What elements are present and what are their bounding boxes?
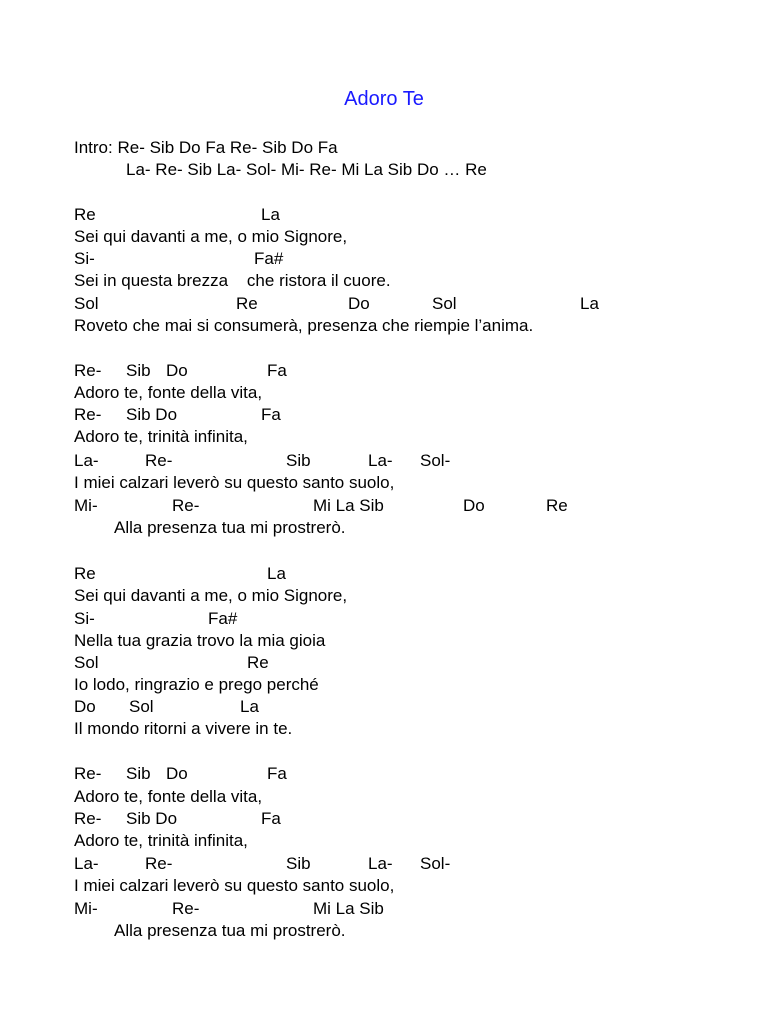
chord: La-	[74, 451, 99, 470]
lyric-line: Adoro te, fonte della vita,	[74, 787, 263, 806]
chord: Mi-	[74, 496, 98, 515]
chord: Sib	[126, 764, 151, 783]
chord: Sol	[74, 294, 99, 313]
chord: Re-	[74, 764, 102, 783]
lyric-line: Alla presenza tua mi prostrerò.	[114, 518, 346, 537]
chord: Re-	[145, 451, 173, 470]
chord: Fa	[267, 764, 287, 783]
chord: Re-	[145, 854, 173, 873]
chord: Si-	[74, 249, 95, 268]
chord: Sol	[129, 697, 154, 716]
lyric-line: Alla presenza tua mi prostrerò.	[114, 921, 346, 940]
chord: Mi La Sib	[313, 496, 384, 515]
chord: Sib Do	[126, 809, 178, 828]
chord: La-	[368, 854, 393, 873]
intro-line-1: Intro: Re- Sib Do Fa Re- Sib Do Fa	[74, 138, 338, 157]
chord: Re-	[172, 899, 200, 918]
chord: Sib	[286, 854, 311, 873]
chord: Do	[74, 697, 96, 716]
lyric-line: Adoro te, fonte della vita,	[74, 383, 263, 402]
intro-line-2: La- Re- Sib La- Sol- Mi- Re- Mi La Sib Do … Re	[126, 160, 487, 179]
chord: La-	[368, 451, 393, 470]
chord: Sol	[74, 653, 99, 672]
lyric-line: I miei calzari leverò su questo santo suolo,	[74, 876, 395, 895]
chord: Fa	[261, 405, 281, 424]
lyric-line: Sei in questa brezza che ristora il cuore.	[74, 271, 391, 290]
chord: Mi-	[74, 899, 98, 918]
song-title: Adoro Te	[344, 88, 424, 110]
chord: Sol	[432, 294, 457, 313]
chord: Re	[74, 564, 96, 583]
chord: Sib	[126, 361, 151, 380]
lyric-line: Roveto che mai si consumerà, presenza che riempie l’anima.	[74, 316, 534, 335]
chord: Fa	[267, 361, 287, 380]
lyric-line: Adoro te, trinità infinita,	[74, 427, 248, 446]
lyric-line: I miei calzari leverò su questo santo suolo,	[74, 473, 395, 492]
chord: Sib Do	[126, 405, 178, 424]
chord: La	[580, 294, 599, 313]
chord: Do	[348, 294, 370, 313]
chord: Re-	[74, 405, 102, 424]
chord: Fa	[261, 809, 281, 828]
lyric-line: Nella tua grazia trovo la mia gioia	[74, 631, 326, 650]
chord: Sib	[286, 451, 311, 470]
chord: Do	[166, 764, 188, 783]
chord: Si-	[74, 609, 95, 628]
chord: La	[267, 564, 286, 583]
chord: Re	[546, 496, 568, 515]
lyric-line: Sei qui davanti a me, o mio Signore,	[74, 586, 348, 605]
chord: La	[240, 697, 259, 716]
chord: Do	[166, 361, 188, 380]
chord: Re	[236, 294, 258, 313]
chord: Re-	[172, 496, 200, 515]
lyric-line: Adoro te, trinità infinita,	[74, 831, 248, 850]
chord: Fa#	[254, 249, 284, 268]
chord: Re	[247, 653, 269, 672]
chord: Re-	[74, 361, 102, 380]
chord: Sol-	[420, 451, 451, 470]
chord: Do	[463, 496, 485, 515]
chord: Sol-	[420, 854, 451, 873]
chord: La-	[74, 854, 99, 873]
lyric-line: Io lodo, ringrazio e prego perché	[74, 675, 319, 694]
chord: Mi La Sib	[313, 899, 384, 918]
chord: Re	[74, 205, 96, 224]
lyric-line: Sei qui davanti a me, o mio Signore,	[74, 227, 348, 246]
chord: Re-	[74, 809, 102, 828]
chord: La	[261, 205, 280, 224]
chord: Fa#	[208, 609, 238, 628]
lyric-line: Il mondo ritorni a vivere in te.	[74, 719, 293, 738]
